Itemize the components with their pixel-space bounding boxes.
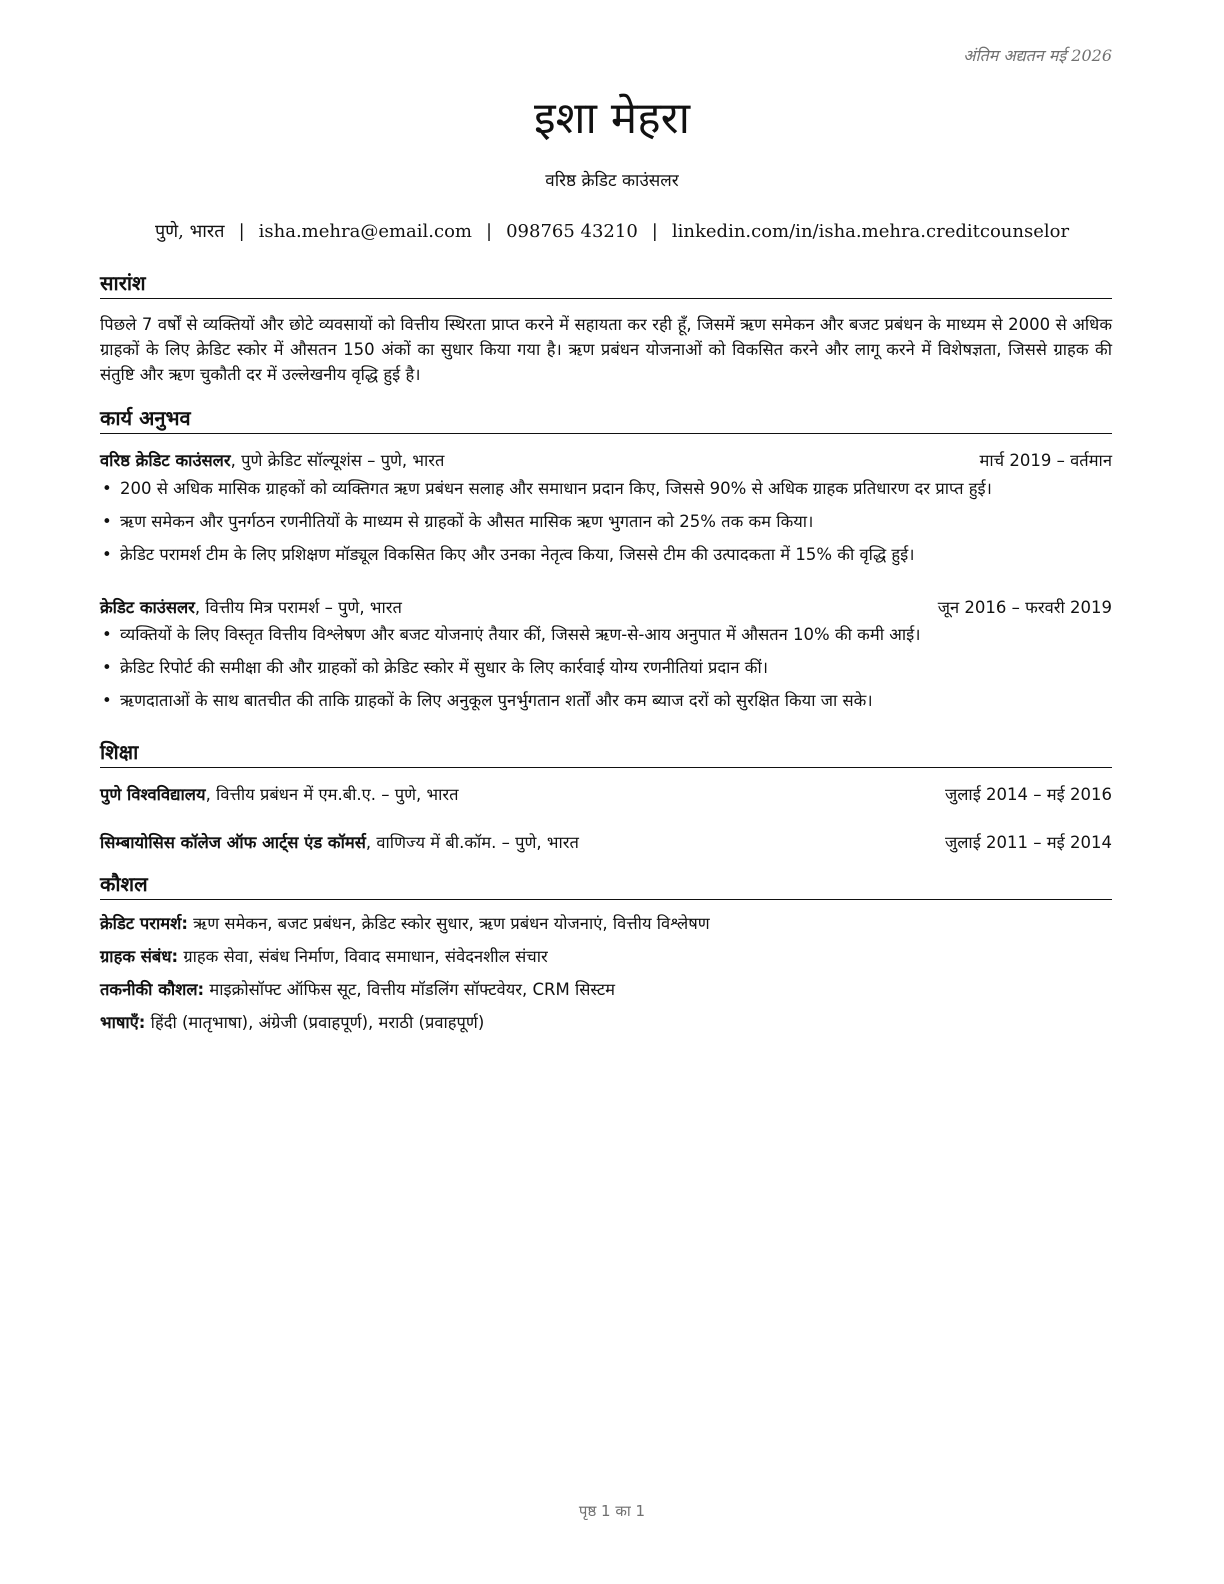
skill-line: ग्राहक संबंध: ग्राहक सेवा, संबंध निर्माण, विवाद समाधान, संवेदनशील संचार (100, 947, 548, 966)
contact-location: पुणे, भारत (154, 221, 225, 242)
education-institution: सिम्बायोसिस कॉलेज ऑफ आर्ट्स एंड कॉमर्स (100, 833, 366, 852)
job-role: क्रेडिट काउंसलर (100, 598, 195, 617)
job-dates: मार्च 2019 – वर्तमान (979, 451, 1112, 470)
job-role: वरिष्ठ क्रेडिट काउंसलर (100, 451, 231, 470)
bullet-dot-icon: • (102, 625, 112, 644)
education-detail: , वाणिज्य में बी.कॉम. – पुणे, भारत (365, 833, 579, 852)
summary-text: पिछले 7 वर्षों से व्यक्तियों और छोटे व्यवसायों को वित्तीय स्थिरता प्राप्त करने में सहायता कर रही हूँ, जिसमें ऋण समेकन और बजट प्रबंधन के माध्यम से 2000 से अधिक ग्राहकों के लिए क्रेडिट स्कोर में औसतन 150 अंकों का सुधार किया गया है। ऋण प्रबंधन योजनाओं को विकसित करने और लागू करने में विशेषज्ञता, जिससे ग्राहक की संतुष्टि और ऋण चुकौती दर में उल्लेखनीय वृद्धि हुई है। (100, 315, 1112, 384)
job-org: , वित्तीय मित्र परामर्श – पुणे, भारत (194, 598, 402, 617)
bullet-dot-icon: • (102, 691, 112, 710)
education-dates: जुलाई 2011 – मई 2014 (945, 833, 1112, 852)
job-header (100, 595, 1112, 618)
bullet-item: • ऋणदाताओं के साथ बातचीत की ताकि ग्राहकों के लिए अनुकूल पुनर्भुगतान शर्तों और कम ब्याज दरों को सुरक्षित किया जा सके। (102, 691, 873, 710)
skills-heading: कौशल (100, 871, 1112, 900)
summary-heading: सारांश (100, 270, 1112, 299)
experience-section (100, 405, 1112, 712)
education-institution: पुणे विश्वविद्यालय (100, 785, 206, 804)
job-dates: जून 2016 – फरवरी 2019 (937, 598, 1112, 617)
bullet-dot-icon: • (102, 545, 112, 564)
contact-separator: | (486, 221, 493, 242)
skills-section (100, 871, 1112, 1034)
education-entry (100, 830, 1112, 853)
contact-separator: | (238, 221, 245, 242)
skill-line: तकनीकी कौशल: माइक्रोसॉफ्ट ऑफिस सूट, वित्तीय मॉडलिंग सॉफ्टवेयर, CRM सिस्टम (100, 980, 616, 999)
last-updated-note: अंतिम अद्यतन मई 2026 (963, 46, 1112, 65)
contact-line (0, 219, 1224, 243)
contact-phone: 098765 43210 (506, 221, 638, 242)
job-header (100, 448, 1112, 471)
education-section (100, 739, 1112, 853)
skill-line: क्रेडिट परामर्श: ऋण समेकन, बजट प्रबंधन, क्रेडिट स्कोर सुधार, ऋण प्रबंधन योजनाएं, वित्तीय विश्लेषण (100, 914, 710, 933)
bullet-dot-icon: • (102, 479, 112, 498)
candidate-name: इशा मेहरा (534, 93, 690, 144)
job-bullets (100, 478, 1112, 566)
education-detail: , वित्तीय प्रबंधन में एम.बी.ए. – पुणे, भारत (205, 785, 459, 804)
job-entry (100, 595, 1112, 712)
summary-section (100, 270, 1112, 387)
page-number: पृष्ठ 1 का 1 (578, 1502, 646, 1520)
bullet-item: • 200 से अधिक मासिक ग्राहकों को व्यक्तिगत ऋण प्रबंधन सलाह और समाधान प्रदान किए, जिससे 90% से अधिक ग्राहक प्रतिधारण दर प्राप्त हुई। (102, 479, 992, 498)
education-heading: शिक्षा (100, 739, 1112, 768)
job-entry (100, 448, 1112, 566)
experience-heading: कार्य अनुभव (100, 405, 1112, 434)
education-entry (100, 782, 1112, 805)
bullet-item: • व्यक्तियों के लिए विस्तृत वित्तीय विश्लेषण और बजट योजनाएं तैयार कीं, जिससे ऋण-से-आय अनुपात में औसतन 10% की कमी आई। (102, 625, 921, 644)
candidate-title: वरिष्ठ क्रेडिट काउंसलर (545, 171, 679, 191)
bullet-dot-icon: • (102, 512, 112, 531)
bullet-item: • क्रेडिट रिपोर्ट की समीक्षा की और ग्राहकों को क्रेडिट स्कोर में सुधार के लिए कार्रवाई योग्य रणनीतियां प्रदान कीं। (102, 658, 768, 677)
contact-linkedin[interactable]: linkedin.com/in/isha.mehra.creditcounselor (671, 221, 1070, 242)
skill-line: भाषाएँ: हिंदी (मातृभाषा), अंग्रेजी (प्रवाहपूर्ण), मराठी (प्रवाहपूर्ण) (100, 1013, 485, 1032)
contact-separator: | (651, 221, 658, 242)
education-dates: जुलाई 2014 – मई 2016 (945, 785, 1112, 804)
job-org: , पुणे क्रेडिट सॉल्यूशंस – पुणे, भारत (230, 451, 445, 470)
bullet-item: • ऋण समेकन और पुनर्गठन रणनीतियों के माध्यम से ग्राहकों के औसत मासिक ऋण भुगतान को 25% तक कम किया। (102, 512, 814, 531)
job-bullets (100, 624, 1112, 712)
skills-list (100, 913, 1112, 1034)
bullet-dot-icon: • (102, 658, 112, 677)
bullet-item: • क्रेडिट परामर्श टीम के लिए प्रशिक्षण मॉड्यूल विकसित किए और उनका नेतृत्व किया, जिससे टीम की उत्पादकता में 15% की वृद्धि हुई। (102, 545, 915, 564)
contact-email[interactable]: isha.mehra@email.com (258, 221, 473, 242)
